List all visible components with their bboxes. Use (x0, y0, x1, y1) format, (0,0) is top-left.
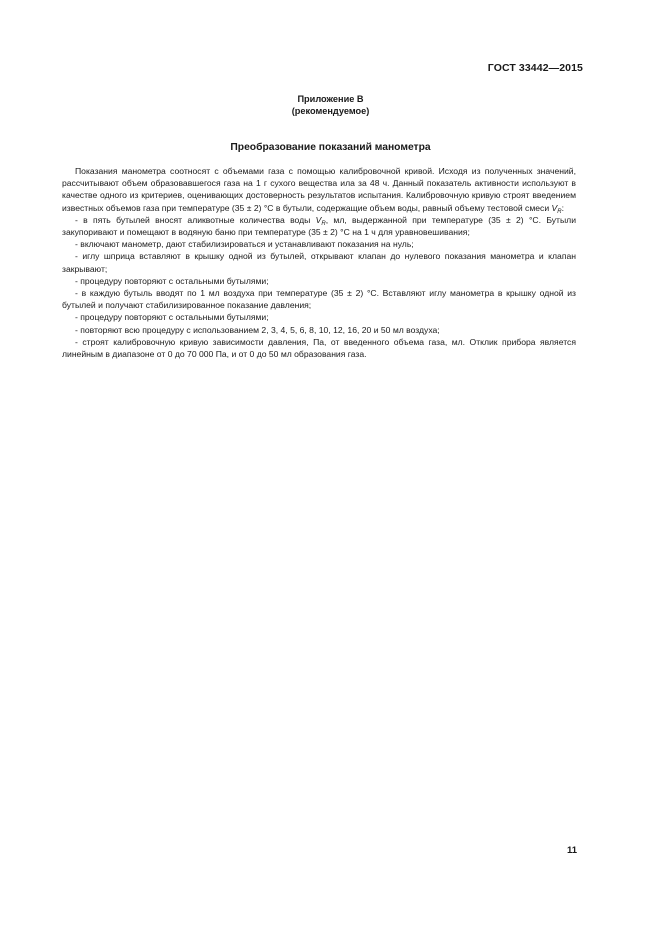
intro-end: : (561, 202, 564, 213)
volume-symbol: V (315, 214, 322, 225)
step-8: - строят калибровочную кривую зависимости давления, Па, от введенного объема газа, мл. Отклик прибора является линейным в диапазоне от 0 до 70 000 Па, и от 0 до 50 мл образования газа. (62, 336, 576, 360)
body-text (62, 165, 576, 360)
step-5: - в каждую бутыль вводят по 1 мл воздуха при температуре (35 ± 2) °С. Вставляют иглу манометра в крышку одной из бутылей и получают стабилизированное показание давления; (62, 288, 576, 311)
step-1 (62, 214, 576, 238)
step-4: - процедуру повторяют с остальными бутылями; (75, 275, 269, 286)
volume-subscript: R (321, 220, 326, 227)
standard-code: ГОСТ 33442—2015 (487, 62, 583, 74)
step-1-text-a: - в пять бутылей вносят аликвотные количества воды (75, 214, 316, 225)
annex-label: Приложение В (297, 94, 364, 104)
step-3: - иглу шприца вставляют в крышку одной из бутылей, открывают клапан до нулевого показания манометра и клапан закрывают; (62, 251, 576, 274)
step-6: - процедуру повторяют с остальными бутылями; (75, 312, 269, 323)
step-2: - включают манометр, дают стабилизироваться и устанавливают показания на нуль; (75, 239, 414, 250)
page-number: 11 (566, 845, 577, 856)
volume-symbol: V (551, 202, 558, 213)
intro-paragraph (62, 165, 576, 214)
intro-text: Показания манометра соотносят с объемами газа с помощью калибровочной кривой. Исходя из полученных значений, рассчитывают объем образовавшегося газа на 1 г сухого вещества ила за 48 ч. Данный показатель активности используют в качестве одного из критериев, оценивающих достоверность результатов испытания. Калибровочную кривую строят введением известных объемов газа при температуре (35 ± 2) °С в бутыли, содержащие объем воды, равный объему тестовой смеси (62, 166, 576, 213)
step-7: - повторяют всю процедуру с использованием 2, 3, 4, 5, 6, 8, 10, 12, 16, 20 и 50 мл воздуха; (75, 324, 440, 335)
volume-subscript: R (557, 208, 562, 215)
annex-title: Преобразование показаний манометра (230, 142, 431, 153)
step-1-text-b: , мл, выдержанной при температуре (35 ± 2) °С. Бутыли закупоривают и помещают в водяную баню при температуре (35 ± 2) °С на 1 ч для уравновешивания; (62, 214, 576, 238)
annex-heading (0, 93, 661, 117)
annex-status: (рекомендуемое) (291, 106, 370, 116)
